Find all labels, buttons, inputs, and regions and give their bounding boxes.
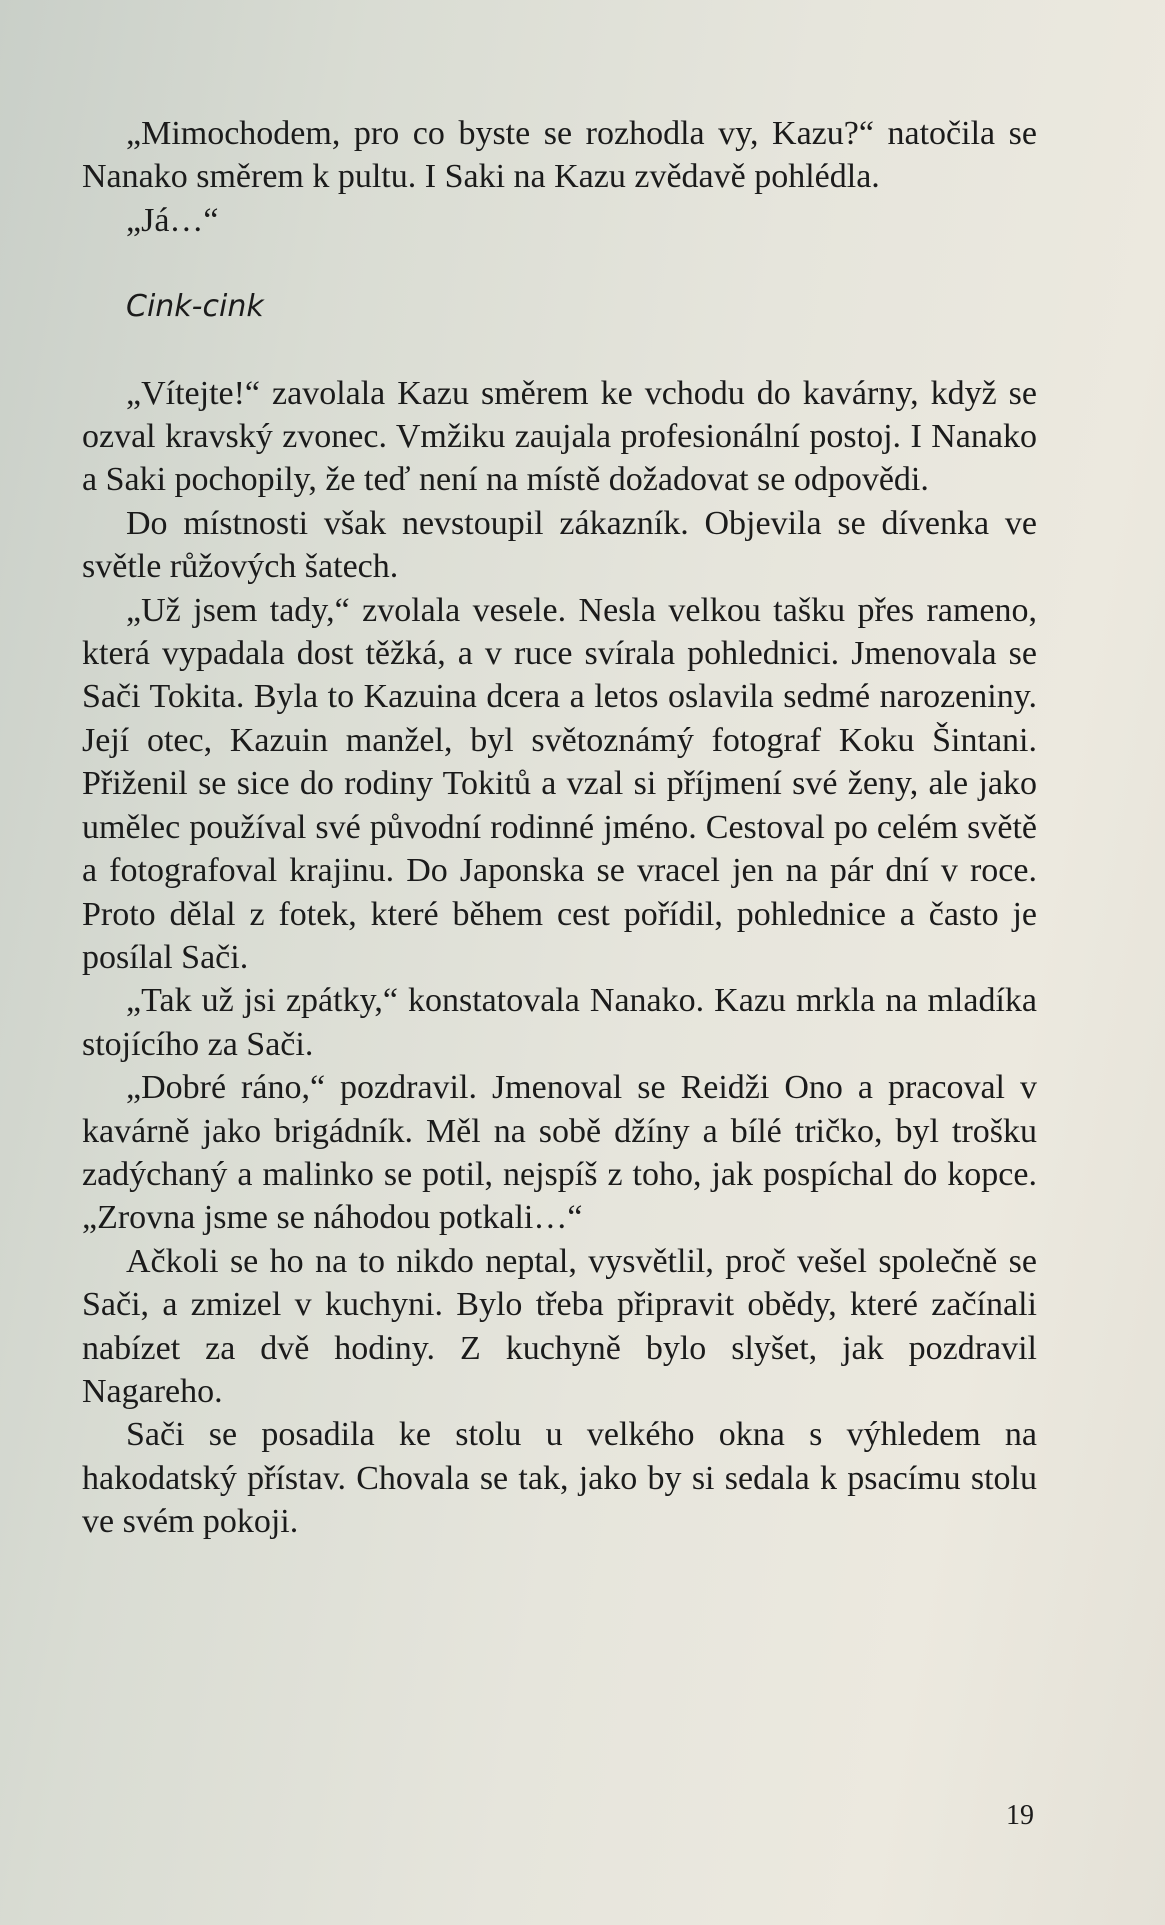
paragraph: „Tak už jsi zpátky,“ konstatovala Nanako. Kazu mrkla na mladíka stojícího za Sači. <box>82 982 1037 1063</box>
paragraph: „Už jsem tady,“ zvolala vesele. Nesla velkou tašku přes rameno, která vypadala dost těžká, a v ruce svírala pohlednici. Jmenovala se Sači Tokita. Byla to Kazuina dcera a letos oslavila sedmé narozeniny. Její otec, Kazuin manžel, byl světoznámý fotograf Koku Šintani. Přiženil se sice do rodiny Tokitů a vzal si příjmení své ženy, ale jako umělec používal své původní rodinné jméno. Cestoval po celém světě a fotografoval krajinu. Do Japonska se vracel jen na pár dní v roce. Proto dělal z fotek, které během cest pořídil, pohlednice a často je posílal Sači. <box>82 591 1037 976</box>
sound-effect: Cink-cink <box>126 289 264 325</box>
paragraph: „Mimochodem, pro co byste se rozhodla vy, Kazu?“ natočila se Nanako směrem k pultu. I Saki na Kazu zvědavě pohlédla. <box>82 115 1037 196</box>
section-spacer <box>82 329 1037 372</box>
paragraph: „Vítejte!“ zavolala Kazu směrem ke vchodu do kavárny, když se ozval kravský zvonec. Vmžiku zaujala profesionální postoj. I Nanako a Saki pochopily, že teď není na místě dožadovat se odpovědi. <box>82 374 1037 499</box>
paragraph: „Dobré ráno,“ pozdravil. Jmenoval se Reidži Ono a pracoval v kavárně jako brigádník. Měl na sobě džíny a bílé tričko, byl trošku zadýchaný a malinko se potil, nejspíš z toho, jak pospíchal do kopce. „Zrovna jsme se náhodou potkali…“ <box>82 1069 1037 1237</box>
section-spacer <box>82 242 1037 285</box>
paragraph: Do místnosti však nevstoupil zákazník. Objevila se dívenka ve světle růžových šatech. <box>82 504 1037 586</box>
paragraph: „Já…“ <box>126 201 219 239</box>
paragraph: Sači se posadila ke stolu u velkého okna s výhledem na hakodatský přístav. Chovala se tak, jako by si sedala k psacímu stolu ve svém pokoji. <box>82 1416 1037 1541</box>
page-number: 19 <box>1006 1800 1034 1831</box>
body-text <box>82 112 1037 1544</box>
paragraph: Ačkoli se ho na to nikdo neptal, vysvětlil, proč vešel společně se Sači, a zmizel v kuchyni. Bylo třeba připravit obědy, které začínali nabízet za dvě hodiny. Z kuchyně bylo slyšet, jak pozdravil Nagareho. <box>82 1242 1037 1410</box>
